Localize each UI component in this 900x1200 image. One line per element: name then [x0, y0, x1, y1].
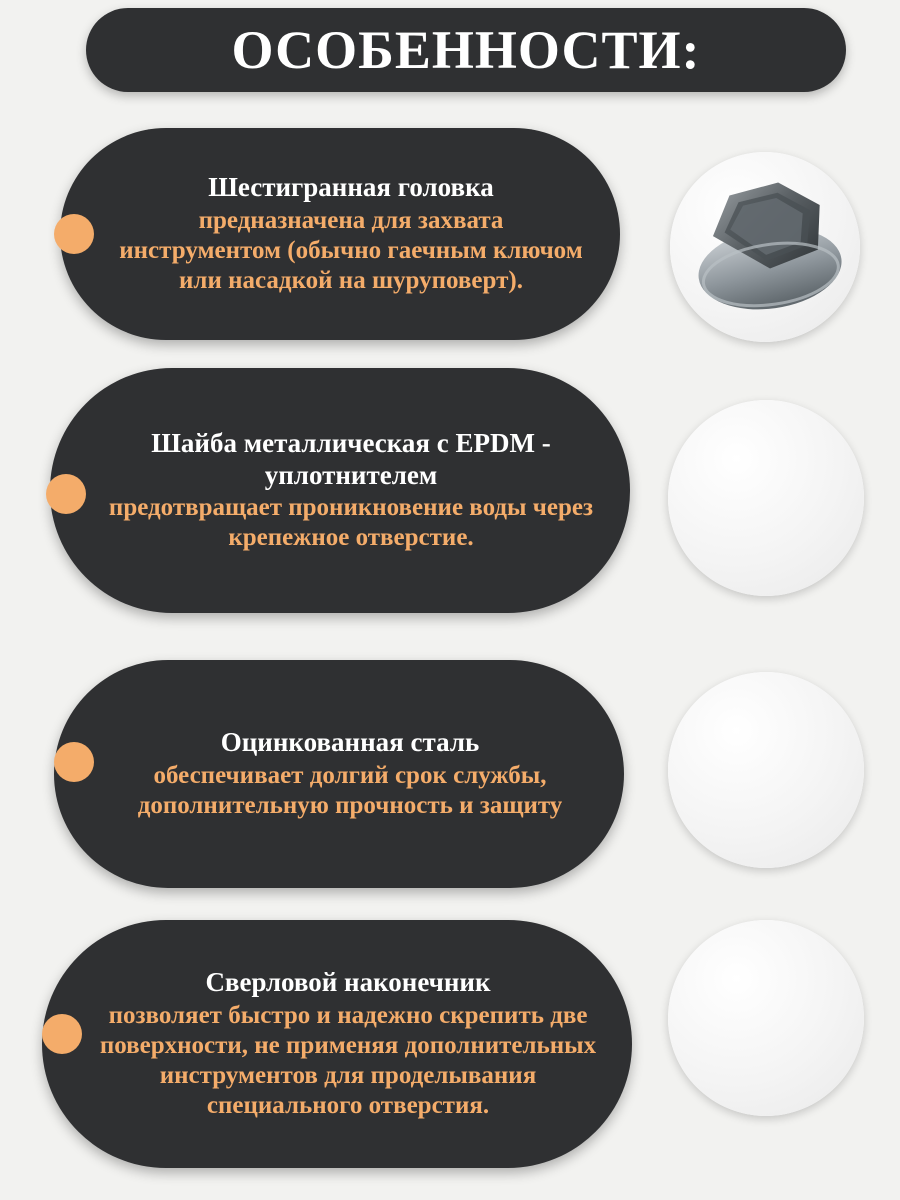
feature-card: [60, 128, 620, 340]
feature-body: предназначена для захвата инструментом (обычно гаечным ключом или насадкой на шуруповерт).: [119, 206, 583, 294]
feature-heading: Сверловой наконечник: [205, 967, 491, 998]
feature-card: [50, 368, 630, 613]
hex-head-illustration: [670, 152, 860, 342]
photo-background: [668, 400, 864, 596]
bullet-dot-icon: [42, 1014, 82, 1054]
feature-heading: Шайба металлическая с EPDM - уплотнителем: [151, 427, 551, 490]
screw-thread-zinc-photo: [668, 672, 864, 868]
screw-washer-epdm-photo: [668, 400, 864, 596]
screw-drill-tip-photo: [668, 920, 864, 1116]
screw-hex-head-photo: [670, 152, 860, 342]
photo-background: [668, 672, 864, 868]
feature-card-text: [42, 967, 632, 1121]
bullet-dot-icon: [46, 474, 86, 514]
feature-heading: Шестигранная головка: [208, 172, 494, 203]
feature-body: предотвращает проникновение воды через крепежное отверстие.: [108, 494, 594, 552]
feature-body: позволяет быстро и надежно скрепить две поверхности, не применяя дополнительных инструментов для проделывания специального отверстия.: [99, 1001, 597, 1119]
page-title-text: ОСОБЕННОСТИ:: [231, 20, 701, 80]
feature-heading: Оцинкованная сталь: [220, 727, 480, 758]
feature-body: обеспечивает долгий срок службы, дополнительную прочность и защиту: [137, 761, 563, 819]
feature-card-text: [54, 727, 624, 821]
bullet-dot-icon: [54, 214, 94, 254]
feature-card: [42, 920, 632, 1168]
feature-card-text: [50, 428, 630, 554]
photo-background: [668, 920, 864, 1116]
bullet-dot-icon: [54, 742, 94, 782]
feature-card: [54, 660, 624, 888]
feature-card-text: [60, 172, 620, 296]
page-title: [86, 8, 846, 92]
